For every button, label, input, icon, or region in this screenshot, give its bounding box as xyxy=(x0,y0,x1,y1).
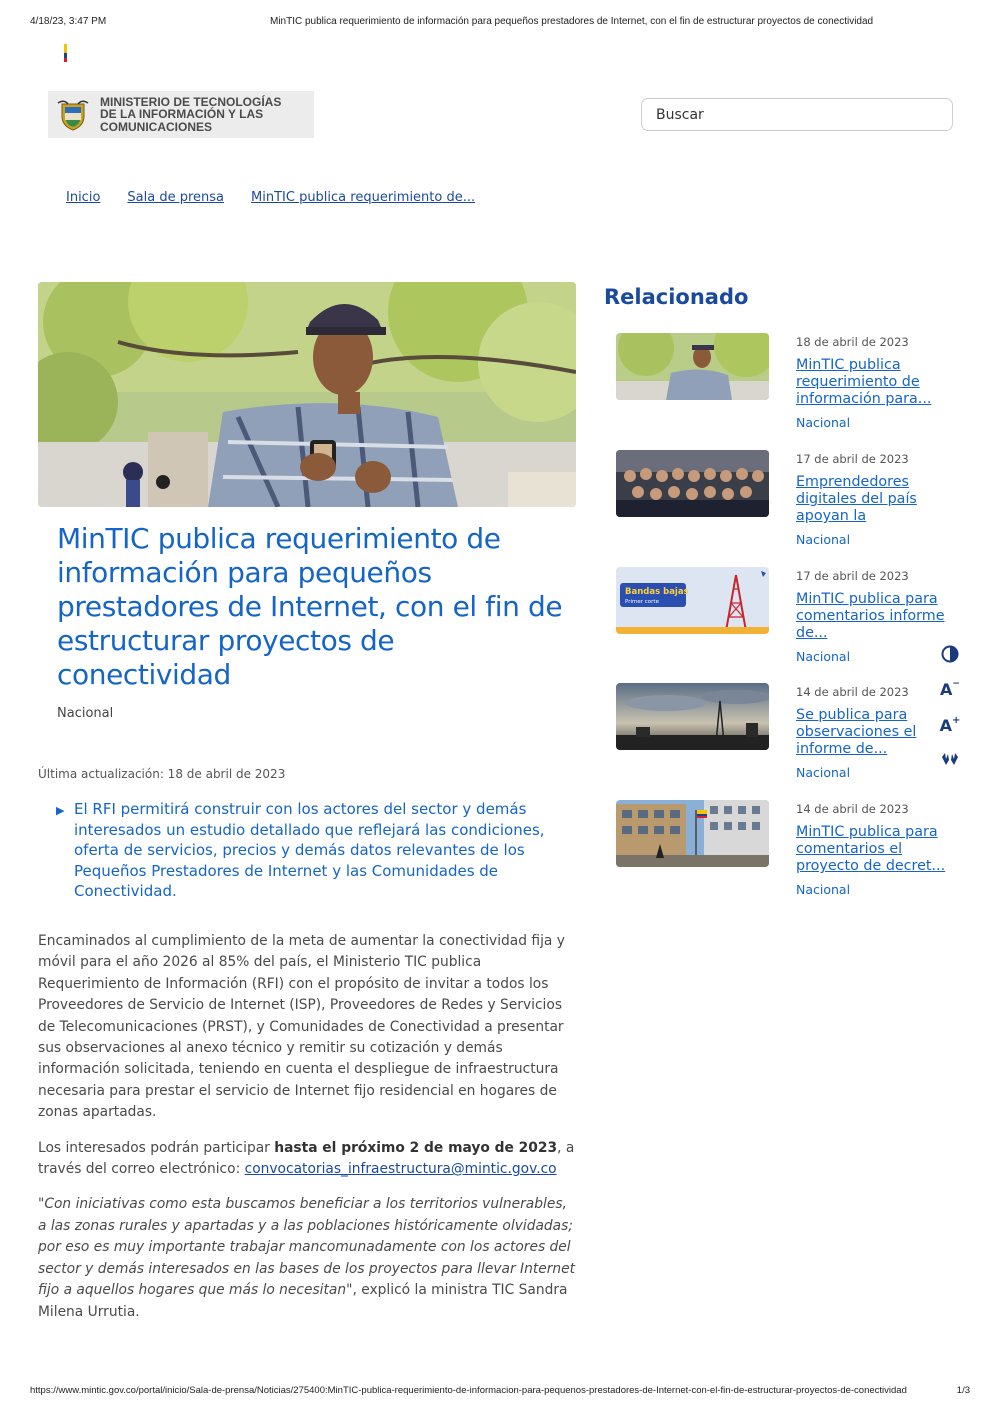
deadline-text: hasta el próximo 2 de mayo de 2023 xyxy=(274,1139,558,1156)
related-date: 14 de abril de 2023 xyxy=(796,685,909,699)
decrease-font-button[interactable]: A − xyxy=(940,679,960,699)
minus-icon: − xyxy=(952,679,960,689)
ministry-name: MINISTERIO DE TECNOLOGÍAS DE LA INFORMACIÓN Y LAS COMUNICACIONES xyxy=(100,94,282,134)
related-item[interactable] xyxy=(616,683,956,793)
related-title-link[interactable]: Emprendedores digitales del país apoyan la xyxy=(796,474,917,524)
article-summary xyxy=(56,799,576,902)
mintic-logo[interactable] xyxy=(48,91,314,138)
colombia-flag-bar xyxy=(64,44,67,62)
thumb-label: Bandas bajas xyxy=(625,587,689,597)
body-paragraph-3: "Con iniciativas como esta buscamos beneficiar a los territorios vulnerables, a las zonas rurales y apartadas y a las poblaciones históricamente olvidadas; por eso es muy importante trabajar mancomunadamente con los actores del sector y demás interesados en las bases de los proyectos para llevar Internet fijo a aquellos hogares que más lo necesitan", explicó la ministra TIC Sandra Milena Urrutia. xyxy=(38,1196,576,1320)
related-category[interactable]: Nacional xyxy=(796,649,851,664)
coat-of-arms-icon xyxy=(56,98,90,132)
body-paragraph-1: Encaminados al cumplimiento de la meta de aumentar la conectividad fija y móvil para el año 2026 al 85% del país, el Ministerio TIC publica Requerimiento de Información (RFI) con el propósito de invitar a todos los Proveedores de Servicio de Internet (ISP), Proveedores de Redes y Servicios de Telecomunicaciones (PRST), y Comunidades de Conectividad a presentar sus observaciones al anexo técnico y remitir su cotización y demás información solicitada, teniendo en cuenta el despliegue de infraestructura necesaria para prestar el servicio de Internet fijo residencial en hogares de zonas apartadas. xyxy=(38,933,565,1121)
related-date: 17 de abril de 2023 xyxy=(796,452,909,466)
related-item[interactable] xyxy=(616,800,956,910)
body-paragraph-2: Los interesados podrán participar hasta el próximo 2 de mayo de 2023, a través del correo electrónico: convocatorias_infraestructura@mintic.gov.co xyxy=(38,1139,575,1178)
sign-language-icon[interactable] xyxy=(938,748,962,772)
related-item[interactable] xyxy=(616,567,956,677)
related-date: 14 de abril de 2023 xyxy=(796,802,909,816)
related-thumbnail[interactable] xyxy=(616,333,769,400)
related-date: 18 de abril de 2023 xyxy=(796,335,909,349)
print-page-number: 1/3 xyxy=(956,1385,970,1396)
print-datetime: 4/18/23, 3:47 PM xyxy=(30,16,107,27)
related-item[interactable] xyxy=(616,450,956,560)
increase-font-button[interactable]: A + xyxy=(939,714,961,735)
related-category[interactable]: Nacional xyxy=(796,882,851,897)
related-thumbnail[interactable] xyxy=(616,800,769,867)
article-category: Nacional xyxy=(57,706,114,721)
related-category[interactable]: Nacional xyxy=(796,532,851,547)
related-category[interactable]: Nacional xyxy=(796,765,851,780)
summary-text: El RFI permitirá construir con los actores del sector y demás interesados un estudio detallado que reflejará las condiciones, oferta de servicios, precios y demás datos relevantes de los Pequeños Prestadores de Internet y las Comunidades de Conectividad. xyxy=(74,800,545,901)
last-updated: Última actualización: 18 de abril de 2023 xyxy=(38,767,286,781)
print-page-title: MinTIC publica requerimiento de información para pequeños prestadores de Internet, con el fin de estructurar proyectos de conectividad xyxy=(270,16,874,27)
breadcrumb-current[interactable]: MinTIC publica requerimiento de... xyxy=(251,190,476,205)
search-input[interactable] xyxy=(642,99,952,130)
minister-quote: Con iniciativas como esta buscamos beneficiar a los territorios vulnerables, a las zonas rurales y apartadas y a las poblaciones históricamente olvidadas; por eso es muy importante trabajar mancomunadamente con los actores del sector y demás interesados en las bases de los proyectos para llevar Internet fijo a aquellos hogares que más lo necesitan xyxy=(38,1196,576,1299)
breadcrumb-home[interactable]: Inicio xyxy=(66,190,101,205)
thumb-sublabel: Primer corte xyxy=(625,599,659,605)
related-thumbnail[interactable] xyxy=(616,683,769,750)
related-item[interactable] xyxy=(616,333,956,443)
contact-email-link[interactable]: convocatorias_infraestructura@mintic.gov.co xyxy=(244,1161,557,1178)
related-thumbnail[interactable] xyxy=(616,567,769,634)
related-title-link[interactable]: MinTIC publica para comentarios el proyecto de decret... xyxy=(796,824,946,874)
related-title-link[interactable]: MinTIC publica requerimiento de información para... xyxy=(796,357,932,407)
related-thumbnail[interactable] xyxy=(616,450,769,517)
related-title-link[interactable]: MinTIC publica para comentarios informe de... xyxy=(796,591,945,641)
article-hero-image xyxy=(38,282,576,507)
article-title: MinTIC publica requerimiento de información para pequeños prestadores de Internet, con el fin de estructurar proyectos de conectividad xyxy=(57,522,563,691)
breadcrumb xyxy=(66,190,502,205)
related-heading: Relacionado xyxy=(604,285,749,309)
plus-icon: + xyxy=(952,714,961,726)
related-category[interactable]: Nacional xyxy=(796,415,851,430)
related-title-link[interactable]: Se publica para observaciones el informe de... xyxy=(796,707,917,757)
contrast-icon[interactable] xyxy=(938,642,962,666)
search-box[interactable] xyxy=(641,98,953,131)
related-date: 17 de abril de 2023 xyxy=(796,569,909,583)
print-url: https://www.mintic.gov.co/portal/inicio/Sala-de-prensa/Noticias/275400:MinTIC-publica-requerimiento-de-informacion-para-pequenos-prestadores-de-Internet-con-el-fin-de-estructurar-proyectos-de-conectividad xyxy=(30,1385,907,1396)
triangle-right-icon: ▶ xyxy=(56,804,65,817)
article-body xyxy=(38,931,576,1337)
breadcrumb-press-room[interactable]: Sala de prensa xyxy=(127,190,225,205)
